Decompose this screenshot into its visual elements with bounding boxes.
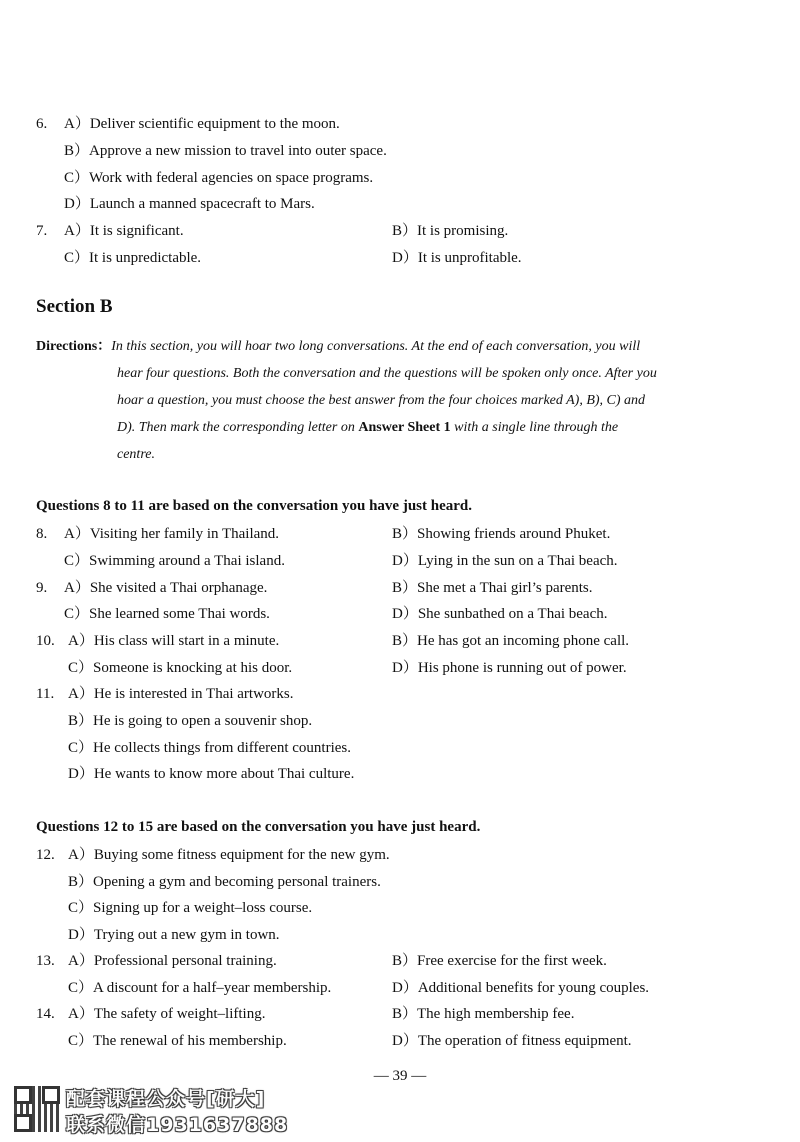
question-10-option-a: 10. A）His class will start in a minute.	[36, 633, 280, 649]
questions-8-11-heading: Questions 8 to 11 are based on the conversation you have just heard.	[36, 498, 472, 514]
directions-line-2: hear four questions. Both the conversation and the questions will be spoken only once. After you	[117, 366, 657, 381]
answer-sheet-label: Answer Sheet 1	[358, 420, 451, 435]
question-11-option-a: 11. A）He is interested in Thai artworks.	[36, 686, 294, 702]
question-12-option-d: D）Trying out a new gym in town.	[68, 927, 280, 943]
question-10-option-b: B）He has got an incoming phone call.	[392, 633, 630, 649]
question-12-option-c: C）Signing up for a weight–loss course.	[68, 900, 313, 916]
qr-code-icon	[14, 1086, 60, 1132]
question-9-option-c: C）She learned some Thai words.	[64, 606, 270, 622]
question-13-option-b: B）Free exercise for the first week.	[392, 953, 607, 969]
question-10-option-d: D）His phone is running out of power.	[392, 660, 627, 676]
question-13-option-d: D）Additional benefits for young couples.	[392, 980, 650, 996]
question-12-option-b: B）Opening a gym and becoming personal trainers.	[68, 874, 381, 890]
directions-line-5: centre.	[117, 447, 155, 462]
directions-label: Directions：	[36, 339, 112, 354]
question-14-option-a: 14. A）The safety of weight–lifting.	[36, 1006, 266, 1022]
question-6-option-c: C）Work with federal agencies on space programs.	[64, 170, 374, 186]
directions-line-3: hoar a question, you must choose the best answer from the four choices marked A), B), C) and	[117, 393, 646, 408]
question-13-option-a: 13. A）Professional personal training.	[36, 953, 277, 969]
question-12-option-a: 12. A）Buying some fitness equipment for the new gym.	[36, 847, 390, 863]
question-number: 6.	[36, 116, 48, 132]
question-14-option-b: B）The high membership fee.	[392, 1006, 575, 1022]
question-8-option-a: 8. A）Visiting her family in Thailand.	[36, 526, 280, 542]
question-13-option-c: C）A discount for a half–year membership.	[68, 980, 332, 996]
directions-line-4: D). Then mark the corresponding letter on Answer Sheet 1 with a single line through the	[117, 420, 619, 435]
question-7-option-a: 7. A）It is significant.	[36, 223, 184, 239]
promo-line-1: 配套课程公众号[研大]	[66, 1088, 266, 1110]
question-7-option-d: D）It is unprofitable.	[392, 250, 522, 266]
question-9-option-b: B）She met a Thai girl’s parents.	[392, 580, 593, 596]
question-11-option-c: C）He collects things from different countries.	[68, 740, 351, 756]
question-8-option-c: C）Swimming around a Thai island.	[64, 553, 285, 569]
question-9-option-a: 9. A）She visited a Thai orphanage.	[36, 580, 268, 596]
question-8-option-d: D）Lying in the sun on a Thai beach.	[392, 553, 618, 569]
promo-line-2: 联系微信1931637888	[66, 1114, 289, 1136]
question-14-option-c: C）The renewal of his membership.	[68, 1033, 287, 1049]
section-title: Section B	[36, 296, 113, 317]
question-14-option-d: D）The operation of fitness equipment.	[392, 1033, 632, 1049]
question-6-option-d: D）Launch a manned spacecraft to Mars.	[64, 196, 315, 212]
questions-12-15-heading: Questions 12 to 15 are based on the conversation you have just heard.	[36, 819, 481, 835]
question-7-option-c: C）It is unpredictable.	[64, 250, 202, 266]
question-6-option-a: 6. A）Deliver scientific equipment to the moon.	[36, 116, 340, 132]
question-11-option-b: B）He is going to open a souvenir shop.	[68, 713, 313, 729]
directions-first-line: Directions：In this section, you will hoar two long conversations. At the end of each conversation, you will	[36, 339, 641, 354]
question-9-option-d: D）She sunbathed on a Thai beach.	[392, 606, 608, 622]
question-6-option-b: B）Approve a new mission to travel into outer space.	[64, 143, 387, 159]
question-8-option-b: B）Showing friends around Phuket.	[392, 526, 611, 542]
question-10-option-c: C）Someone is knocking at his door.	[68, 660, 293, 676]
question-7-option-b: B）It is promising.	[392, 223, 509, 239]
question-11-option-d: D）He wants to know more about Thai culture.	[68, 766, 355, 782]
question-number: 7.	[36, 223, 48, 239]
page-number: — 39 —	[373, 1068, 427, 1084]
